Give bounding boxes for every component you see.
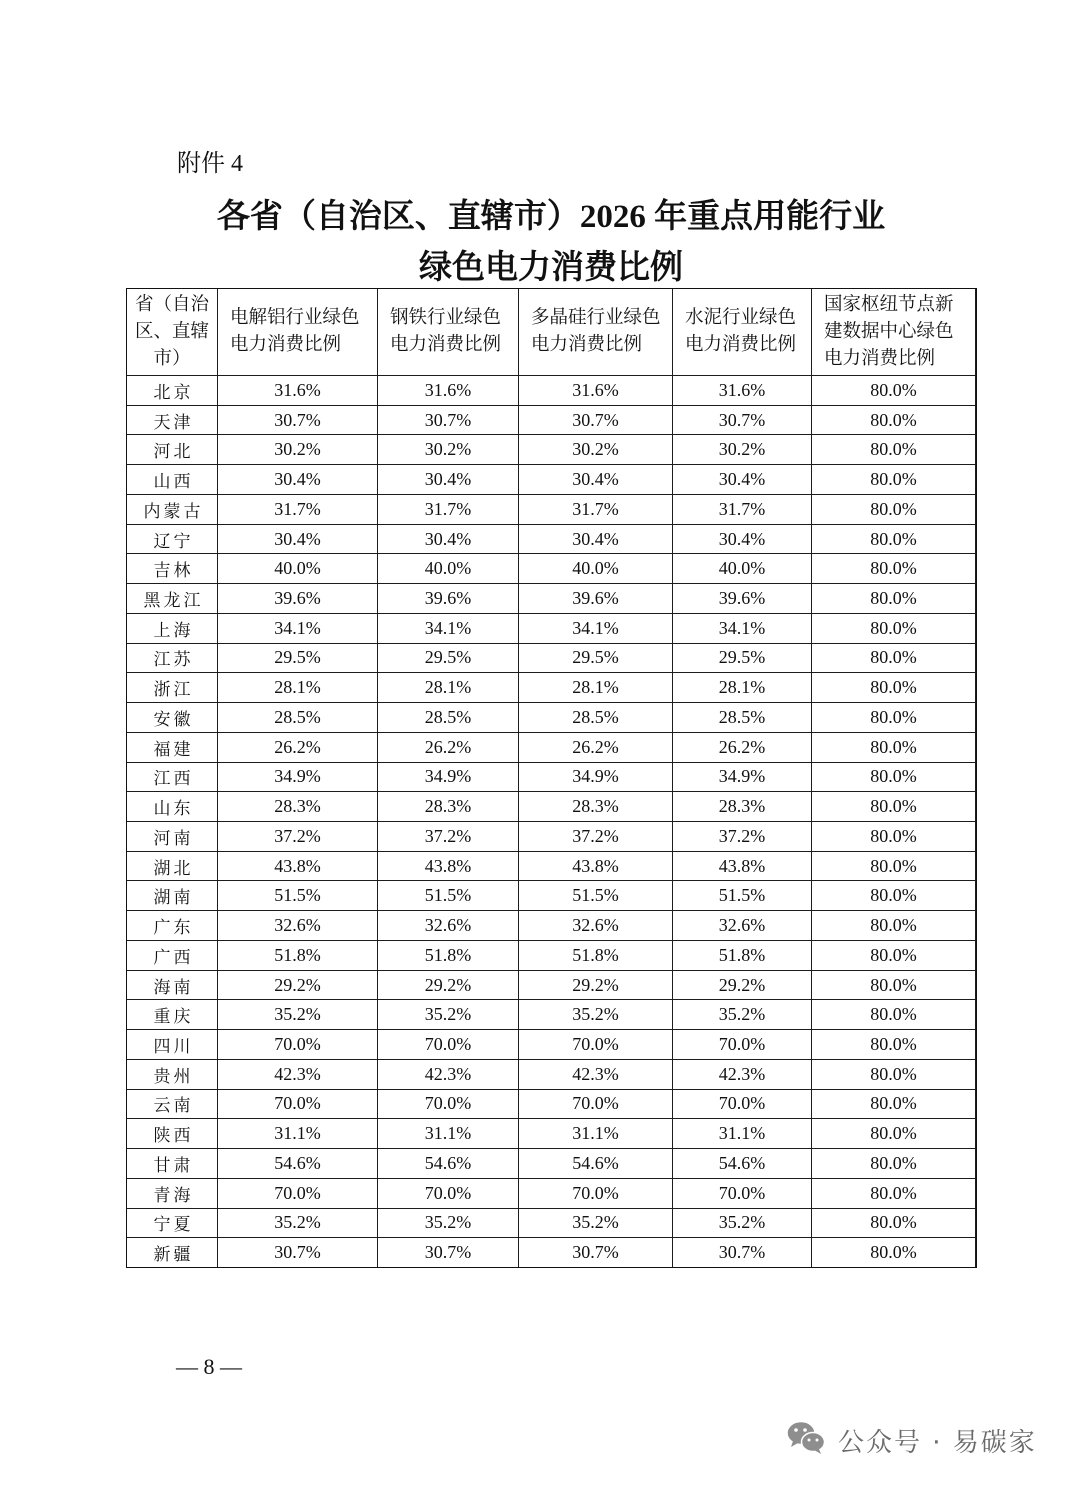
steel-cell: 35.2%	[378, 1209, 518, 1238]
data-center-cell: 80.0%	[812, 1119, 975, 1148]
electrolytic-aluminum-cell: 26.2%	[218, 733, 377, 762]
table-row	[127, 792, 976, 821]
province-cell: 新疆	[127, 1238, 217, 1267]
steel-cell: 42.3%	[378, 1060, 518, 1089]
header-line: 电力消费比例	[390, 335, 502, 355]
table-row	[127, 733, 976, 762]
electrolytic-aluminum-cell: 30.4%	[218, 465, 377, 494]
steel-cell: 70.0%	[378, 1090, 518, 1119]
electrolytic-aluminum-cell: 37.2%	[218, 822, 377, 851]
electrolytic-aluminum-cell: 39.6%	[218, 584, 377, 613]
table-row	[127, 376, 976, 405]
polysilicon-cell: 40.0%	[519, 554, 672, 583]
steel-cell: 31.7%	[378, 495, 518, 524]
table-row	[127, 911, 976, 940]
data-center-cell: 80.0%	[812, 495, 975, 524]
table-row	[127, 881, 976, 910]
data-center-cell: 80.0%	[812, 525, 975, 554]
header-province	[127, 289, 217, 375]
steel-cell: 26.2%	[378, 733, 518, 762]
province-cell: 安徽	[127, 703, 217, 732]
steel-cell: 30.4%	[378, 465, 518, 494]
province-cell: 山西	[127, 465, 217, 494]
electrolytic-aluminum-cell: 43.8%	[218, 852, 377, 881]
data-center-cell: 80.0%	[812, 1238, 975, 1267]
data-center-cell: 80.0%	[812, 941, 975, 970]
header-steel	[378, 289, 518, 375]
data-center-cell: 80.0%	[812, 852, 975, 881]
polysilicon-cell: 31.7%	[519, 495, 672, 524]
table-row	[127, 1179, 976, 1208]
cement-cell: 30.7%	[673, 406, 811, 435]
table-row	[127, 465, 976, 494]
header-polysilicon	[519, 289, 672, 375]
polysilicon-cell: 42.3%	[519, 1060, 672, 1089]
data-center-cell: 80.0%	[812, 406, 975, 435]
data-center-cell: 80.0%	[812, 1209, 975, 1238]
steel-cell: 34.9%	[378, 763, 518, 792]
data-center-cell: 80.0%	[812, 1179, 975, 1208]
steel-cell: 70.0%	[378, 1179, 518, 1208]
electrolytic-aluminum-cell: 28.1%	[218, 673, 377, 702]
cement-cell: 31.1%	[673, 1119, 811, 1148]
cement-cell: 37.2%	[673, 822, 811, 851]
polysilicon-cell: 70.0%	[519, 1179, 672, 1208]
steel-cell: 29.2%	[378, 971, 518, 1000]
table-row	[127, 971, 976, 1000]
province-cell: 湖南	[127, 881, 217, 910]
electrolytic-aluminum-cell: 51.8%	[218, 941, 377, 970]
cement-cell: 43.8%	[673, 852, 811, 881]
cement-cell: 32.6%	[673, 911, 811, 940]
polysilicon-cell: 70.0%	[519, 1030, 672, 1059]
cement-cell: 54.6%	[673, 1149, 811, 1178]
province-cell: 重庆	[127, 1000, 217, 1029]
title-line-1: 各省（自治区、直辖市）2026 年重点用能行业	[216, 199, 886, 235]
cement-cell: 30.7%	[673, 1238, 811, 1267]
steel-cell: 34.1%	[378, 614, 518, 643]
polysilicon-cell: 43.8%	[519, 852, 672, 881]
table-row	[127, 525, 976, 554]
document-title	[150, 192, 952, 294]
header-cement	[673, 289, 811, 375]
data-center-cell: 80.0%	[812, 554, 975, 583]
province-cell: 海南	[127, 971, 217, 1000]
polysilicon-cell: 30.4%	[519, 525, 672, 554]
electrolytic-aluminum-cell: 34.9%	[218, 763, 377, 792]
polysilicon-cell: 34.9%	[519, 763, 672, 792]
table-row	[127, 673, 976, 702]
table-row	[127, 1060, 976, 1089]
cement-cell: 28.5%	[673, 703, 811, 732]
steel-cell: 30.4%	[378, 525, 518, 554]
steel-cell: 40.0%	[378, 554, 518, 583]
electrolytic-aluminum-cell: 34.1%	[218, 614, 377, 643]
province-cell: 河南	[127, 822, 217, 851]
steel-cell: 30.7%	[378, 1238, 518, 1267]
electrolytic-aluminum-cell: 31.6%	[218, 376, 377, 405]
data-center-cell: 80.0%	[812, 881, 975, 910]
province-cell: 甘肃	[127, 1149, 217, 1178]
data-center-cell: 80.0%	[812, 584, 975, 613]
electrolytic-aluminum-cell: 51.5%	[218, 881, 377, 910]
electrolytic-aluminum-cell: 28.5%	[218, 703, 377, 732]
electrolytic-aluminum-cell: 30.7%	[218, 1238, 377, 1267]
polysilicon-cell: 26.2%	[519, 733, 672, 762]
table-row	[127, 644, 976, 673]
table-row	[127, 1000, 976, 1029]
steel-cell: 28.1%	[378, 673, 518, 702]
cement-cell: 35.2%	[673, 1209, 811, 1238]
polysilicon-cell: 28.3%	[519, 792, 672, 821]
page-number: — 8 —	[176, 1354, 242, 1379]
steel-cell: 30.7%	[378, 406, 518, 435]
data-center-cell: 80.0%	[812, 644, 975, 673]
electrolytic-aluminum-cell: 70.0%	[218, 1090, 377, 1119]
steel-cell: 35.2%	[378, 1000, 518, 1029]
polysilicon-cell: 35.2%	[519, 1000, 672, 1029]
data-center-cell: 80.0%	[812, 673, 975, 702]
province-cell: 吉林	[127, 554, 217, 583]
header-line: 国家枢纽节点新	[824, 294, 954, 315]
electrolytic-aluminum-cell: 30.4%	[218, 525, 377, 554]
province-cell: 北京	[127, 376, 217, 405]
table-row	[127, 1119, 976, 1148]
electrolytic-aluminum-cell: 29.5%	[218, 644, 377, 673]
polysilicon-cell: 31.6%	[519, 376, 672, 405]
steel-cell: 37.2%	[378, 822, 518, 851]
province-cell: 江苏	[127, 644, 217, 673]
data-center-cell: 80.0%	[812, 1000, 975, 1029]
steel-cell: 30.2%	[378, 435, 518, 464]
electrolytic-aluminum-cell: 35.2%	[218, 1000, 377, 1029]
table-row	[127, 1238, 976, 1267]
watermark	[786, 1420, 1037, 1460]
cement-cell: 30.2%	[673, 435, 811, 464]
cement-cell: 39.6%	[673, 584, 811, 613]
polysilicon-cell: 29.5%	[519, 644, 672, 673]
data-center-cell: 80.0%	[812, 465, 975, 494]
electrolytic-aluminum-cell: 31.7%	[218, 495, 377, 524]
province-cell: 青海	[127, 1179, 217, 1208]
electrolytic-aluminum-cell: 54.6%	[218, 1149, 377, 1178]
cement-cell: 26.2%	[673, 733, 811, 762]
table-row	[127, 495, 976, 524]
header-line: 建数据中心绿色	[824, 321, 954, 342]
province-cell: 宁夏	[127, 1209, 217, 1238]
cement-cell: 35.2%	[673, 1000, 811, 1029]
cement-cell: 51.8%	[673, 941, 811, 970]
electrolytic-aluminum-cell: 28.3%	[218, 792, 377, 821]
table-row	[127, 406, 976, 435]
electrolytic-aluminum-cell: 30.7%	[218, 406, 377, 435]
polysilicon-cell: 30.7%	[519, 1238, 672, 1267]
data-center-cell: 80.0%	[812, 1090, 975, 1119]
data-center-cell: 80.0%	[812, 376, 975, 405]
province-cell: 辽宁	[127, 525, 217, 554]
table-row	[127, 614, 976, 643]
wechat-icon	[786, 1420, 826, 1461]
province-cell: 浙江	[127, 673, 217, 702]
header-electrolytic-aluminum	[218, 289, 377, 375]
header-line: 多晶硅行业绿色	[531, 308, 661, 328]
electrolytic-aluminum-cell: 29.2%	[218, 971, 377, 1000]
cement-cell: 34.9%	[673, 763, 811, 792]
table-row	[127, 822, 976, 851]
steel-cell: 70.0%	[378, 1030, 518, 1059]
cement-cell: 40.0%	[673, 554, 811, 583]
province-cell: 广西	[127, 941, 217, 970]
province-cell: 贵州	[127, 1060, 217, 1089]
steel-cell: 51.5%	[378, 881, 518, 910]
header-data-center	[812, 289, 975, 375]
table-row	[127, 1030, 976, 1059]
cement-cell: 29.5%	[673, 644, 811, 673]
steel-cell: 39.6%	[378, 584, 518, 613]
table-row	[127, 435, 976, 464]
data-center-cell: 80.0%	[812, 911, 975, 940]
electrolytic-aluminum-cell: 42.3%	[218, 1060, 377, 1089]
electrolytic-aluminum-cell: 70.0%	[218, 1179, 377, 1208]
data-center-cell: 80.0%	[812, 733, 975, 762]
data-center-cell: 80.0%	[812, 614, 975, 643]
table-row	[127, 763, 976, 792]
electrolytic-aluminum-cell: 31.1%	[218, 1119, 377, 1148]
cement-cell: 28.1%	[673, 673, 811, 702]
province-cell: 福建	[127, 733, 217, 762]
steel-cell: 31.1%	[378, 1119, 518, 1148]
province-cell: 陕西	[127, 1119, 217, 1148]
polysilicon-cell: 31.1%	[519, 1119, 672, 1148]
polysilicon-cell: 51.5%	[519, 881, 672, 910]
header-line: 电力消费比例	[824, 348, 936, 369]
header-line: 市）	[153, 348, 191, 369]
data-center-cell: 80.0%	[812, 435, 975, 464]
data-center-cell: 80.0%	[812, 792, 975, 821]
polysilicon-cell: 29.2%	[519, 971, 672, 1000]
electrolytic-aluminum-cell: 30.2%	[218, 435, 377, 464]
table-row	[127, 554, 976, 583]
steel-cell: 28.3%	[378, 792, 518, 821]
polysilicon-cell: 30.4%	[519, 465, 672, 494]
polysilicon-cell: 34.1%	[519, 614, 672, 643]
polysilicon-cell: 39.6%	[519, 584, 672, 613]
header-line: 区、直辖	[134, 321, 209, 342]
cement-cell: 29.2%	[673, 971, 811, 1000]
cement-cell: 70.0%	[673, 1179, 811, 1208]
polysilicon-cell: 54.6%	[519, 1149, 672, 1178]
polysilicon-cell: 30.2%	[519, 435, 672, 464]
header-line: 水泥行业绿色	[685, 308, 797, 328]
polysilicon-cell: 30.7%	[519, 406, 672, 435]
table-row	[127, 584, 976, 613]
cement-cell: 30.4%	[673, 525, 811, 554]
header-line: 钢铁行业绿色	[390, 308, 502, 328]
province-cell: 上海	[127, 614, 217, 643]
steel-cell: 28.5%	[378, 703, 518, 732]
cement-cell: 34.1%	[673, 614, 811, 643]
header-line: 电力消费比例	[230, 335, 342, 355]
table-header-row	[127, 289, 976, 375]
cement-cell: 28.3%	[673, 792, 811, 821]
province-cell: 云南	[127, 1090, 217, 1119]
steel-cell: 29.5%	[378, 644, 518, 673]
data-center-cell: 80.0%	[812, 1030, 975, 1059]
electrolytic-aluminum-cell: 70.0%	[218, 1030, 377, 1059]
table-row	[127, 852, 976, 881]
steel-cell: 43.8%	[378, 852, 518, 881]
polysilicon-cell: 28.5%	[519, 703, 672, 732]
steel-cell: 32.6%	[378, 911, 518, 940]
cement-cell: 70.0%	[673, 1030, 811, 1059]
header-line: 电力消费比例	[531, 335, 643, 355]
cement-cell: 30.4%	[673, 465, 811, 494]
header-line: 电解铝行业绿色	[230, 308, 360, 328]
polysilicon-cell: 28.1%	[519, 673, 672, 702]
province-cell: 河北	[127, 435, 217, 464]
data-center-cell: 80.0%	[812, 703, 975, 732]
data-center-cell: 80.0%	[812, 971, 975, 1000]
data-center-cell: 80.0%	[812, 1149, 975, 1178]
polysilicon-cell: 37.2%	[519, 822, 672, 851]
steel-cell: 31.6%	[378, 376, 518, 405]
province-cell: 广东	[127, 911, 217, 940]
cement-cell: 42.3%	[673, 1060, 811, 1089]
table-row	[127, 703, 976, 732]
electrolytic-aluminum-cell: 40.0%	[218, 554, 377, 583]
polysilicon-cell: 51.8%	[519, 941, 672, 970]
data-center-cell: 80.0%	[812, 1060, 975, 1089]
header-line: 电力消费比例	[685, 335, 797, 355]
header-line: 省（自治	[134, 294, 209, 315]
steel-cell: 51.8%	[378, 941, 518, 970]
table-row	[127, 941, 976, 970]
province-cell: 黑龙江	[127, 584, 217, 613]
cement-cell: 51.5%	[673, 881, 811, 910]
steel-cell: 54.6%	[378, 1149, 518, 1178]
data-center-cell: 80.0%	[812, 763, 975, 792]
province-cell: 山东	[127, 792, 217, 821]
table-row	[127, 1090, 976, 1119]
cement-cell: 70.0%	[673, 1090, 811, 1119]
polysilicon-cell: 32.6%	[519, 911, 672, 940]
electrolytic-aluminum-cell: 35.2%	[218, 1209, 377, 1238]
cement-cell: 31.6%	[673, 376, 811, 405]
data-center-cell: 80.0%	[812, 822, 975, 851]
table-row	[127, 1209, 976, 1238]
polysilicon-cell: 70.0%	[519, 1090, 672, 1119]
province-cell: 内蒙古	[127, 495, 217, 524]
watermark-text: 公众号 · 易碳家	[838, 1427, 1037, 1458]
electrolytic-aluminum-cell: 32.6%	[218, 911, 377, 940]
table-row	[127, 1149, 976, 1178]
province-cell: 湖北	[127, 852, 217, 881]
data-table	[126, 288, 977, 1268]
cement-cell: 31.7%	[673, 495, 811, 524]
title-line-2: 绿色电力消费比例	[419, 250, 683, 286]
province-cell: 天津	[127, 406, 217, 435]
polysilicon-cell: 35.2%	[519, 1209, 672, 1238]
province-cell: 江西	[127, 763, 217, 792]
attachment-label: 附件 4	[177, 151, 243, 177]
province-cell: 四川	[127, 1030, 217, 1059]
